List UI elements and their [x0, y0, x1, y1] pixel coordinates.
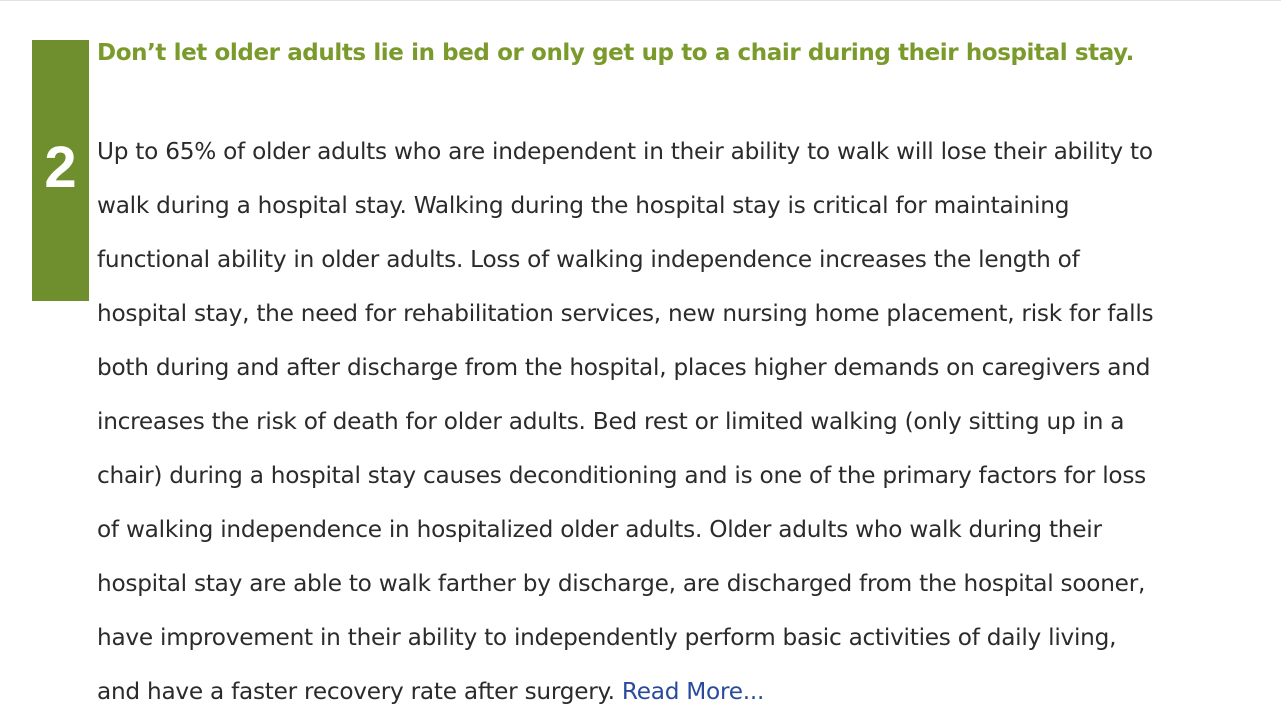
tip-number-badge: [32, 40, 89, 301]
body-line: hospital stay, the need for rehabilitation services, new nursing home placement, risk for falls: [97, 300, 1154, 327]
body-line: functional ability in older adults. Loss of walking independence increases the length of: [97, 246, 1080, 273]
body-line: walk during a hospital stay. Walking during the hospital stay is critical for maintaining: [97, 192, 1070, 219]
body-line: Up to 65% of older adults who are independent in their ability to walk will lose their ability to: [97, 138, 1153, 165]
body-line-text: and have a faster recovery rate after surgery.: [97, 678, 622, 705]
tip-heading: Don’t let older adults lie in bed or only get up to a chair during their hospital stay.: [97, 40, 1134, 66]
body-line: chair) during a hospital stay causes deconditioning and is one of the primary factors for loss: [97, 462, 1146, 489]
body-line: both during and after discharge from the hospital, places higher demands on caregivers and: [97, 354, 1151, 381]
read-more-link[interactable]: Read More...: [621, 678, 765, 705]
body-line: hospital stay are able to walk farther by discharge, are discharged from the hospital sooner,: [97, 570, 1146, 597]
body-line: have improvement in their ability to independently perform basic activities of daily living,: [97, 624, 1117, 651]
tip-body: [97, 125, 1277, 719]
body-line-last: [97, 665, 1277, 719]
top-divider: [0, 0, 1281, 1]
body-line: increases the risk of death for older adults. Bed rest or limited walking (only sitting up in a: [97, 408, 1125, 435]
body-line: of walking independence in hospitalized older adults. Older adults who walk during their: [97, 516, 1102, 543]
tip-number: 2: [44, 135, 77, 200]
